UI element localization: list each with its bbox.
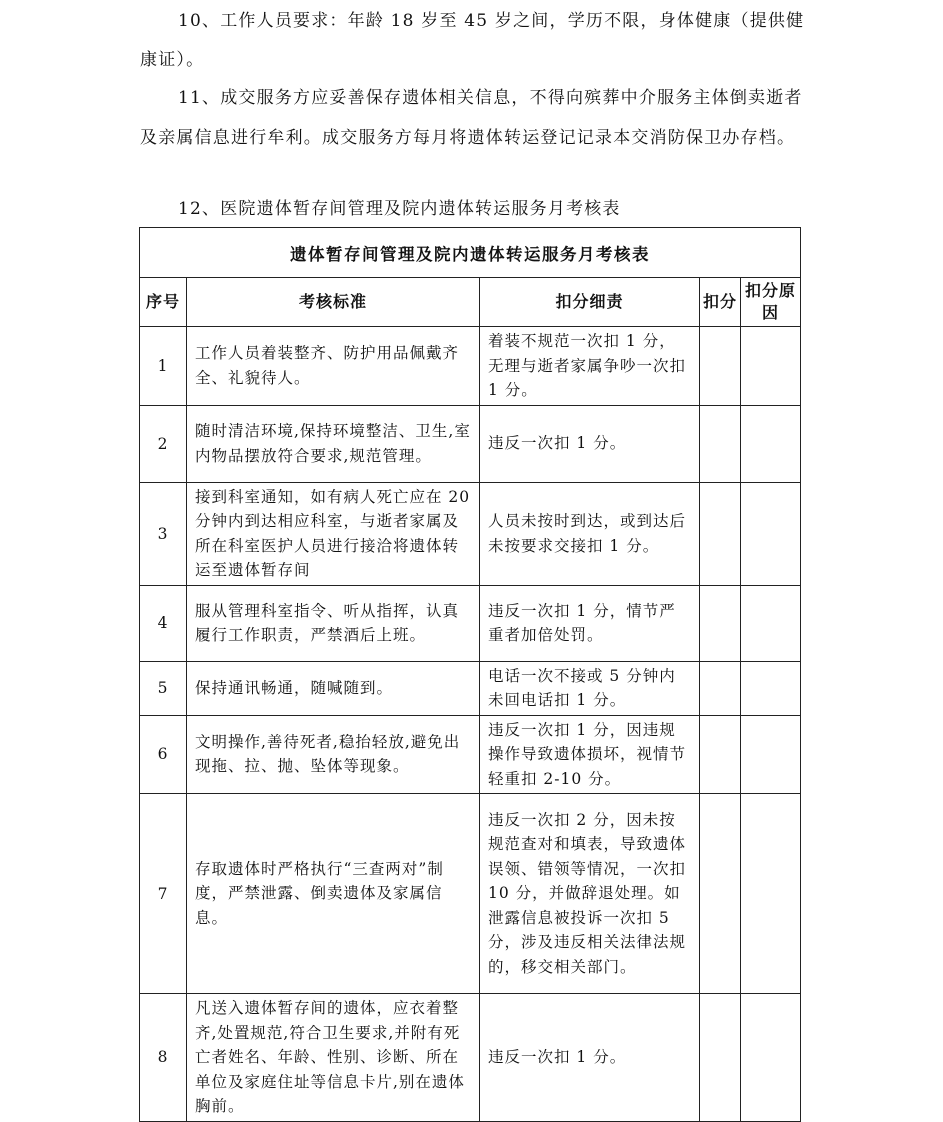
row-seq: 4	[140, 585, 187, 661]
table-title-row	[140, 228, 801, 278]
row-detail: 违反一次扣 1 分。	[480, 994, 700, 1122]
row-deduct-cell	[700, 661, 741, 715]
row-deduct-cell	[700, 405, 741, 482]
row-deduct-cell	[700, 715, 741, 794]
row-standard: 存取遗体时严格执行“三查两对”制度，严禁泄露、倒卖遗体及家属信息。	[187, 794, 480, 994]
row-deduct-cell	[700, 482, 741, 585]
row-deduct-cell	[700, 794, 741, 994]
row-reason-cell	[741, 482, 801, 585]
row-seq: 1	[140, 327, 187, 406]
paragraph-11	[140, 78, 810, 158]
header-seq: 序号	[140, 278, 187, 327]
row-reason-cell	[741, 994, 801, 1122]
table-row	[140, 715, 801, 794]
row-reason-cell	[741, 661, 801, 715]
table-row	[140, 585, 801, 661]
row-seq: 7	[140, 794, 187, 994]
header-deduct-detail: 扣分细责	[480, 278, 700, 327]
row-seq: 6	[140, 715, 187, 794]
row-detail: 违反一次扣 1 分，因违规操作导致遗体损坏，视情节轻重扣 2-10 分。	[480, 715, 700, 794]
assessment-table	[139, 227, 801, 1122]
header-deduct: 扣分	[700, 278, 741, 327]
table-title: 遗体暂存间管理及院内遗体转运服务月考核表	[140, 228, 801, 278]
row-standard: 工作人员着装整齐、防护用品佩戴齐全、礼貌待人。	[187, 327, 480, 406]
row-standard: 服从管理科室指令、听从指挥，认真履行工作职责，严禁酒后上班。	[187, 585, 480, 661]
row-standard: 随时清洁环境,保持环境整洁、卫生,室内物品摆放符合要求,规范管理。	[187, 405, 480, 482]
paragraph-10-text: 10、工作人员要求：年龄 18 岁至 45 岁之间，学历不限，身体健康（提供健康证）。	[140, 11, 805, 70]
row-standard: 保持通讯畅通，随喊随到。	[187, 661, 480, 715]
table-row	[140, 482, 801, 585]
row-reason-cell	[741, 327, 801, 406]
table-row	[140, 794, 801, 994]
table-header-row	[140, 278, 801, 327]
table-row	[140, 327, 801, 406]
row-detail: 违反一次扣 2 分，因未按规范查对和填表，导致遗体误领、错领等情况，一次扣 10 分，并做辞退处理。如泄露信息被投诉一次扣 5 分，涉及违反相关法律法规的，移交相关部门。	[480, 794, 700, 994]
row-detail: 违反一次扣 1 分。	[480, 405, 700, 482]
paragraph-12-text: 12、医院遗体暂存间管理及院内遗体转运服务月考核表	[178, 199, 621, 219]
row-detail: 电话一次不接或 5 分钟内未回电话扣 1 分。	[480, 661, 700, 715]
row-standard: 凡送入遗体暂存间的遗体，应衣着整齐,处置规范,符合卫生要求,并附有死亡者姓名、年龄、性别、诊断、所在单位及家庭住址等信息卡片,别在遗体胸前。	[187, 994, 480, 1122]
row-deduct-cell	[700, 327, 741, 406]
header-reason: 扣分原因	[741, 278, 801, 327]
row-reason-cell	[741, 405, 801, 482]
row-detail: 违反一次扣 1 分，情节严重者加倍处罚。	[480, 585, 700, 661]
row-reason-cell	[741, 715, 801, 794]
table-row	[140, 405, 801, 482]
row-detail: 人员未按时到达，或到达后未按要求交接扣 1 分。	[480, 482, 700, 585]
row-seq: 2	[140, 405, 187, 482]
row-standard: 接到科室通知，如有病人死亡应在 20 分钟内到达相应科室，与逝者家属及所在科室医护人员进行接洽将遗体转运至遗体暂存间	[187, 482, 480, 585]
row-seq: 5	[140, 661, 187, 715]
paragraph-12	[140, 190, 810, 229]
table-row	[140, 661, 801, 715]
row-standard: 文明操作,善待死者,稳抬轻放,避免出现拖、拉、抛、坠体等现象。	[187, 715, 480, 794]
row-reason-cell	[741, 585, 801, 661]
row-reason-cell	[741, 794, 801, 994]
header-standard: 考核标准	[187, 278, 480, 327]
row-seq: 3	[140, 482, 187, 585]
row-seq: 8	[140, 994, 187, 1122]
paragraph-11-text: 11、成交服务方应妥善保存遗体相关信息，不得向殡葬中介服务主体倒卖逝者及亲属信息进行牟利。成交服务方每月将遗体转运登记记录本交消防保卫办存档。	[140, 88, 803, 148]
paragraph-10	[140, 2, 810, 80]
row-detail: 着装不规范一次扣 1 分，无理与逝者家属争吵一次扣 1 分。	[480, 327, 700, 406]
table-row	[140, 994, 801, 1122]
row-deduct-cell	[700, 585, 741, 661]
row-deduct-cell	[700, 994, 741, 1122]
